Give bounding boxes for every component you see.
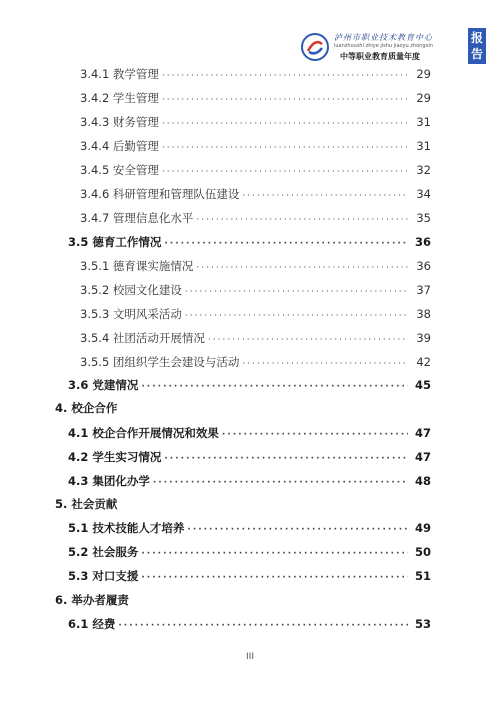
- toc-leader-dots: [185, 311, 408, 321]
- toc-leader-dots: [162, 119, 408, 129]
- toc-entry[interactable]: [80, 114, 431, 130]
- toc-leader-dots: [187, 525, 408, 535]
- toc-leader-dots: [242, 359, 408, 369]
- toc-entry-label: 3.5.1 德育课实施情况: [80, 259, 194, 273]
- toc-entry-page: 49: [414, 521, 431, 535]
- toc-entry-page: 38: [416, 307, 431, 321]
- toc-entry[interactable]: [80, 138, 431, 154]
- toc-entry-label: 3.5.2 校园文化建设: [80, 283, 182, 297]
- toc-chapter-label: 4. 校企合作: [55, 401, 118, 415]
- toc-entry-label: 5.3 对口支援: [68, 569, 139, 583]
- toc-entry-page: 45: [414, 378, 431, 392]
- toc-entry[interactable]: [80, 162, 431, 178]
- toc-entry-label: 3.4.3 财务管理: [80, 115, 159, 129]
- toc-entry-page: 29: [416, 91, 431, 105]
- toc-entry-label: 4.3 集团化办学: [68, 474, 150, 488]
- toc-leader-dots: [162, 95, 408, 105]
- toc-entry-page: 34: [416, 187, 431, 201]
- toc-entry-page: 37: [416, 283, 431, 297]
- toc-entry[interactable]: [68, 473, 431, 489]
- toc-entry-label: 3.4.2 学生管理: [80, 91, 159, 105]
- toc-entry-label: 4.1 校企合作开展情况和效果: [68, 426, 219, 440]
- toc-entry-label: 3.5.5 团组织学生会建设与活动: [80, 355, 240, 369]
- toc-entry-label: 5.1 技术技能人才培养: [68, 521, 185, 535]
- toc-leader-dots: [222, 430, 408, 440]
- toc-leader-dots: [162, 71, 408, 81]
- toc-entry[interactable]: [80, 210, 431, 226]
- toc-entry-page: 31: [416, 115, 431, 129]
- toc-chapter-label: 5. 社会贡献: [55, 497, 118, 511]
- toc-entry[interactable]: [68, 520, 431, 536]
- toc-entry-page: 53: [414, 617, 431, 631]
- toc-entry-page: 47: [414, 426, 431, 440]
- toc-leader-dots: [164, 239, 408, 249]
- toc-entry[interactable]: [80, 330, 431, 346]
- toc-leader-dots: [162, 143, 408, 153]
- toc-leader-dots: [185, 287, 408, 297]
- toc-entry[interactable]: [80, 258, 431, 274]
- toc-entry[interactable]: [68, 568, 431, 584]
- toc-entry-page: 35: [416, 211, 431, 225]
- toc-entry-label: 5.2 社会服务: [68, 545, 139, 559]
- toc-entry-label: 3.4.7 管理信息化水平: [80, 211, 194, 225]
- toc-leader-dots: [141, 382, 408, 392]
- toc-entry-page: 47: [414, 450, 431, 464]
- toc-entry-page: 32: [416, 163, 431, 177]
- page-number: III: [246, 652, 254, 662]
- toc-leader-dots: [153, 478, 408, 488]
- toc-entry[interactable]: [80, 186, 431, 202]
- toc-entry[interactable]: [68, 234, 431, 250]
- toc-entry-page: 50: [414, 545, 431, 559]
- toc-entry-label: 3.4.1 教学管理: [80, 67, 159, 81]
- toc-entry-label: 3.4.5 安全管理: [80, 163, 159, 177]
- toc-leader-dots: [196, 263, 408, 273]
- toc-entry[interactable]: [80, 90, 431, 106]
- toc-leader-dots: [242, 191, 408, 201]
- toc-entry-page: 36: [416, 259, 431, 273]
- toc-entry-label: 3.5.3 文明风采活动: [80, 307, 182, 321]
- toc-entry-page: 48: [414, 474, 431, 488]
- toc-entry[interactable]: [68, 425, 431, 441]
- toc-entry[interactable]: [68, 544, 431, 560]
- toc-chapter[interactable]: [55, 592, 431, 608]
- toc-entry-label: 3.5.4 社团活动开展情况: [80, 331, 205, 345]
- toc-entry-label: 4.2 学生实习情况: [68, 450, 162, 464]
- toc-entry-label: 6.1 经费: [68, 617, 116, 631]
- toc-leader-dots: [164, 454, 408, 464]
- toc-leader-dots: [141, 549, 408, 559]
- toc-entry-page: 29: [416, 67, 431, 81]
- toc-leader-dots: [118, 621, 408, 631]
- toc-entry[interactable]: [80, 282, 431, 298]
- toc-entry-label: 3.5 德育工作情况: [68, 235, 162, 249]
- toc-entry[interactable]: [68, 377, 431, 393]
- toc-entry[interactable]: [68, 616, 431, 632]
- toc-entry[interactable]: [80, 306, 431, 322]
- header-title: 泸州市职业技术教育中心: [334, 33, 433, 42]
- toc-entry-label: 3.4.6 科研管理和管理队伍建设: [80, 187, 240, 201]
- toc-entry-label: 3.6 党建情况: [68, 378, 139, 392]
- toc-entry-page: 42: [416, 355, 431, 369]
- header-pinyin: luanzhoushi zhiye jishu jiaoyu zhongxin: [334, 43, 434, 49]
- toc-entry[interactable]: [80, 66, 431, 82]
- toc-entry-page: 31: [416, 139, 431, 153]
- toc-leader-dots: [208, 335, 408, 345]
- toc-leader-dots: [162, 167, 408, 177]
- toc-entry-page: 39: [416, 331, 431, 345]
- header-subtitle: 中等职业教育质量年度: [340, 52, 420, 61]
- toc-chapter[interactable]: [55, 400, 431, 416]
- toc-chapter-label: 6. 举办者履责: [55, 593, 129, 607]
- toc-entry[interactable]: [80, 354, 431, 370]
- toc-entry-page: 51: [414, 569, 431, 583]
- toc-entry[interactable]: [68, 449, 431, 465]
- toc-entry-page: 36: [414, 235, 431, 249]
- toc-chapter[interactable]: [55, 496, 431, 512]
- report-badge: 报告: [468, 28, 486, 64]
- toc-leader-dots: [141, 573, 408, 583]
- toc-leader-dots: [196, 215, 408, 225]
- toc-entry-label: 3.4.4 后勤管理: [80, 139, 159, 153]
